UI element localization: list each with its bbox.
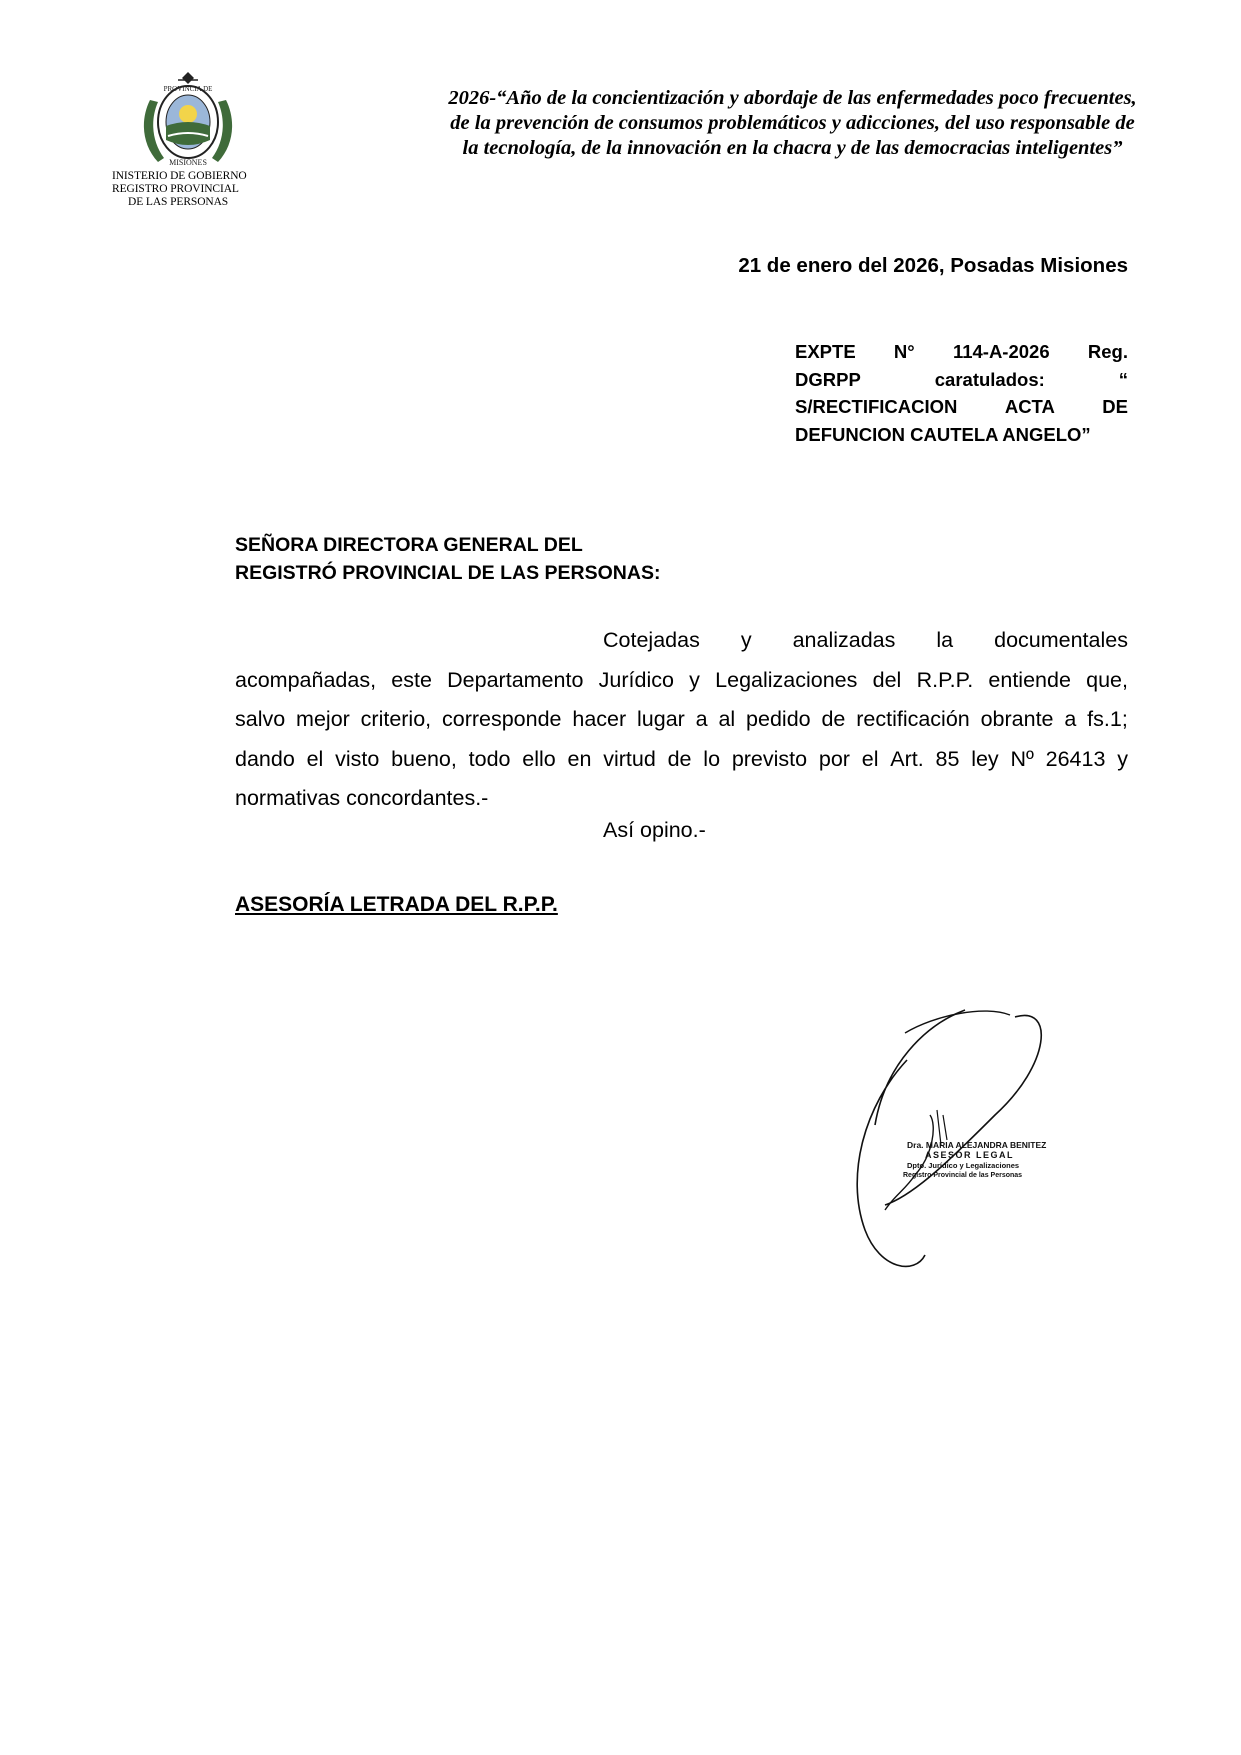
stamp-line-1: Dra. MARIA ALEJANDRA BENITEZ [907,1140,1047,1150]
stamp-line-2: ASESOR LEGAL [925,1150,1015,1160]
motto-line-2: de la prevención de consumos problemáticos y adicciones, del uso responsable de [450,112,1135,134]
motto-line-3: la tecnología, de la innovación en la chacra y de las democracias inteligentes” [462,137,1123,159]
body-word: 85 [935,746,960,771]
body-word: y [689,667,700,692]
body-word: a [695,707,708,731]
addressee-line-1: SEÑORA DIRECTORA GENERAL DEL [235,534,583,556]
body-word: Cotejadas [603,628,700,652]
expediente-row: DEFUNCION CAUTELA ANGELO” [795,423,1091,445]
body-word: lugar [637,707,685,731]
body-word: obrante [980,707,1054,731]
body-word: del [872,667,902,692]
expediente-row [795,366,1128,394]
motto-line-1: 2026-“Año de la concientización y abordaje de las enfermedades poco frecuentes, [448,87,1137,109]
body-word: en [567,746,592,771]
body-word: Jurídico [598,667,674,692]
body-word: previsto [731,746,808,771]
body-word: hacer [572,707,627,731]
body-word: Legalizaciones [715,667,858,692]
body-word: Departamento [447,667,584,692]
body-word: dando [235,746,295,771]
signature-heading: ASESORÍA LETRADA DEL R.P.P. [235,893,558,916]
body-word: fs.1; [1087,707,1128,731]
expediente-block [795,338,1128,448]
body-word: ello [522,746,556,771]
body-line-3 [235,700,1128,740]
body-word: y [1117,746,1128,771]
body-line-2 [235,661,1128,701]
seal-text-top: PROVINCIA DE [163,85,213,93]
body-word: Art. [890,746,924,771]
body-word: la [936,628,954,652]
body-line-1 [235,621,1128,661]
body-word: todo [468,746,511,771]
closing-phrase: Así opino.- [603,818,706,842]
body-word: este [391,667,432,692]
expediente-word: caratulados: [934,368,1045,390]
ministry-line-3: DE LAS PERSONAS [128,196,229,208]
body-line-5: normativas concordantes.- [235,786,489,810]
body-word: el [861,746,879,771]
year-motto [395,86,1190,161]
body-word: R.P.P. [916,667,974,692]
body-word: de [821,707,846,731]
expediente-word: N° [893,341,915,362]
expediente-word: “ [1118,368,1128,390]
body-word: visto [335,746,380,771]
body-paragraph [235,621,1128,819]
body-word: analizadas [792,628,896,652]
body-word: documentales [994,628,1128,652]
expediente-word: 114-A-2026 [952,341,1050,362]
body-word: acompañadas, [235,667,377,692]
addressee [235,531,660,587]
body-word: al [718,707,736,731]
body-word: mejor [296,707,350,731]
body-word: que, [1086,667,1128,692]
stamp-line-4: Registro Provincial de las Personas [903,1172,1023,1179]
body-word: ley [971,746,999,771]
body-word: de [667,746,692,771]
body-word: bueno, [391,746,457,771]
body-word: el [306,746,324,771]
body-word: salvo [235,707,286,731]
date-line: 21 de enero del 2026, Posadas Misiones [738,254,1128,277]
expediente-word: S/RECTIFICACION [795,396,958,417]
provincia-seal-icon [138,70,238,170]
body-word: corresponde [441,707,562,731]
body-word: entiende [988,667,1071,692]
addressee-line-2: REGISTRÓ PROVINCIAL DE LAS PERSONAS: [235,562,661,584]
body-word: criterio, [360,707,432,731]
body-line-4 [235,740,1128,780]
body-word: lo [703,746,721,771]
expediente-row [795,393,1128,421]
stamp-line-3: Dpto. Jurídico y Legalizaciones [907,1161,1020,1170]
ministry-line-1: INISTERIO DE GOBIERNO [112,170,247,182]
expediente-row [795,338,1128,366]
body-word: Nº [1010,746,1034,771]
body-word: rectificación [856,707,970,731]
body-word: y [740,628,752,652]
body-word: por [818,746,850,771]
expediente-word: ACTA [1004,396,1055,417]
body-word: virtud [603,746,656,771]
expediente-word: EXPTE [795,341,856,362]
ministry-header [112,170,247,209]
body-word: 26413 [1045,746,1106,771]
expediente-word: DE [1102,396,1128,417]
seal-text-bottom: MISIONES [169,158,207,167]
body-word: a [1064,707,1077,731]
expediente-word: Reg. [1087,341,1128,362]
ministry-line-2: REGISTRO PROVINCIAL [112,183,239,195]
expediente-word: DGRPP [795,368,861,390]
handwritten-signature [845,1005,1060,1285]
body-word: pedido [746,707,811,731]
